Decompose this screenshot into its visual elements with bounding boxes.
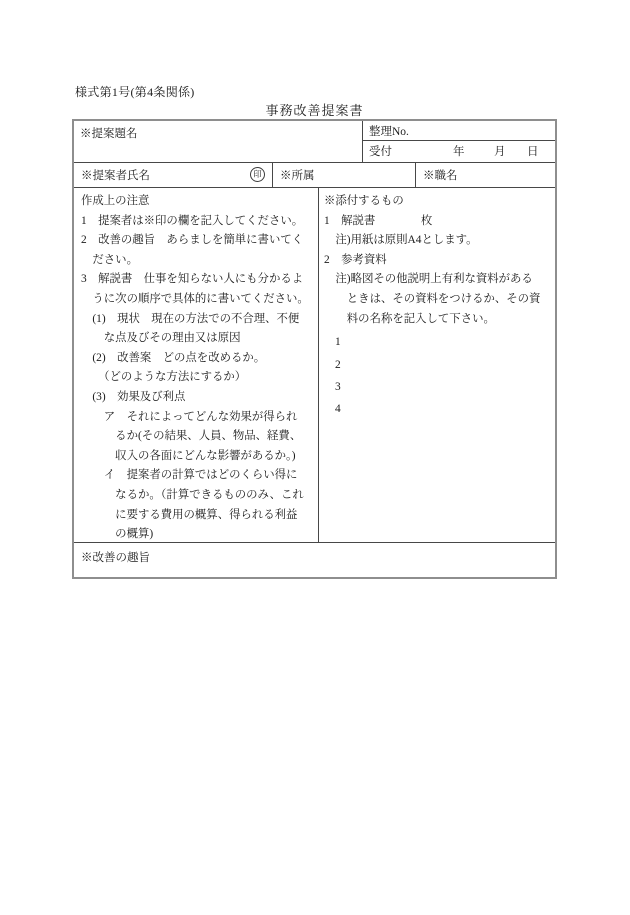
reference-no-label: 整理No. bbox=[369, 126, 409, 138]
attachment-line: ときは、その資料をつけるか、その資 bbox=[324, 292, 541, 305]
preparation-notes-section bbox=[74, 188, 319, 542]
proposal-form-table bbox=[72, 119, 557, 579]
form-number: 様式第1号(第4条関係) bbox=[75, 85, 195, 99]
proposer-name-label: ※提案者氏名 bbox=[81, 170, 150, 182]
note-line: 作成上の注意 bbox=[81, 195, 150, 207]
reference-material-list bbox=[324, 331, 555, 421]
note-line: なるか。（計算できるもののみ、これ bbox=[81, 488, 304, 501]
header-row bbox=[74, 121, 555, 163]
note-line: (3) 効果及び利点 bbox=[81, 390, 186, 403]
list-item: 4 bbox=[335, 403, 341, 416]
note-line: イ 提案者の計算ではどのくらい得に bbox=[81, 469, 298, 482]
day-label: 日 bbox=[527, 146, 539, 158]
list-item: 3 bbox=[335, 380, 341, 393]
attachment-line: 2 参考資料 bbox=[324, 253, 387, 266]
list-item: 1 bbox=[335, 336, 341, 349]
attachment-line: ※添付するもの bbox=[324, 195, 404, 207]
reception-label: 受付 bbox=[369, 146, 392, 158]
note-line: な点及びその理由又は原因 bbox=[81, 332, 241, 345]
page-title: 事務改善提案書 bbox=[265, 103, 364, 118]
reference-reception-column bbox=[363, 121, 555, 162]
note-line: ださい。 bbox=[81, 253, 138, 266]
note-line: 1 提案者は※印の欄を記入してください。 bbox=[81, 214, 304, 227]
affiliation-cell bbox=[273, 163, 416, 187]
attachment-line: 注)略図その他説明上有利な資料がある bbox=[324, 273, 533, 286]
note-line: の概算) bbox=[81, 528, 154, 541]
job-title-cell bbox=[416, 163, 555, 187]
note-line: 2 改善の趣旨 あらましを簡単に書いてく bbox=[81, 234, 304, 247]
attachment-line: 注)用紙は原則A4とします。 bbox=[324, 234, 478, 247]
attachments-section bbox=[319, 188, 555, 542]
note-line: 収入の各面にどんな影響があるか。) bbox=[81, 449, 296, 462]
note-line: (2) 改善案 どの点を改めるか。 bbox=[81, 351, 266, 364]
proposal-title-cell bbox=[74, 121, 363, 162]
note-line: に要する費用の概算、得られる利益 bbox=[81, 508, 298, 521]
list-item: 2 bbox=[335, 358, 341, 371]
reference-no-cell bbox=[363, 121, 555, 141]
note-line: 3 解説書 仕事を知らない人にも分かるよ bbox=[81, 273, 304, 286]
improvement-purpose-label: ※改善の趣旨 bbox=[81, 552, 150, 564]
note-line: （どのような方法にするか） bbox=[81, 371, 247, 384]
affiliation-label: ※所属 bbox=[280, 170, 315, 182]
proposal-title-label: ※提案題名 bbox=[80, 128, 138, 140]
purpose-row bbox=[74, 543, 555, 577]
note-line: ア それによってどんな効果が得られ bbox=[81, 410, 298, 423]
seal-mark-icon bbox=[250, 167, 265, 182]
seal-character: 印 bbox=[253, 169, 262, 180]
attachment-line: 1 解説書 枚 bbox=[324, 214, 433, 227]
proposer-row bbox=[74, 163, 555, 188]
improvement-purpose-cell bbox=[74, 543, 555, 577]
note-line: るか(その結果、人員、物品、経費、 bbox=[81, 430, 302, 443]
reception-date-cell bbox=[363, 141, 555, 162]
attachment-line: 料の名称を記入して下さい。 bbox=[324, 312, 495, 325]
job-title-label: ※職名 bbox=[423, 170, 458, 182]
proposer-name-cell bbox=[74, 163, 273, 187]
instructions-row bbox=[74, 188, 555, 543]
month-label: 月 bbox=[494, 146, 506, 158]
note-line: うに次の順序で具体的に書いてください。 bbox=[81, 292, 309, 305]
note-line: (1) 現状 現在の方法での不合理、不便 bbox=[81, 312, 300, 325]
year-label: 年 bbox=[453, 146, 465, 158]
